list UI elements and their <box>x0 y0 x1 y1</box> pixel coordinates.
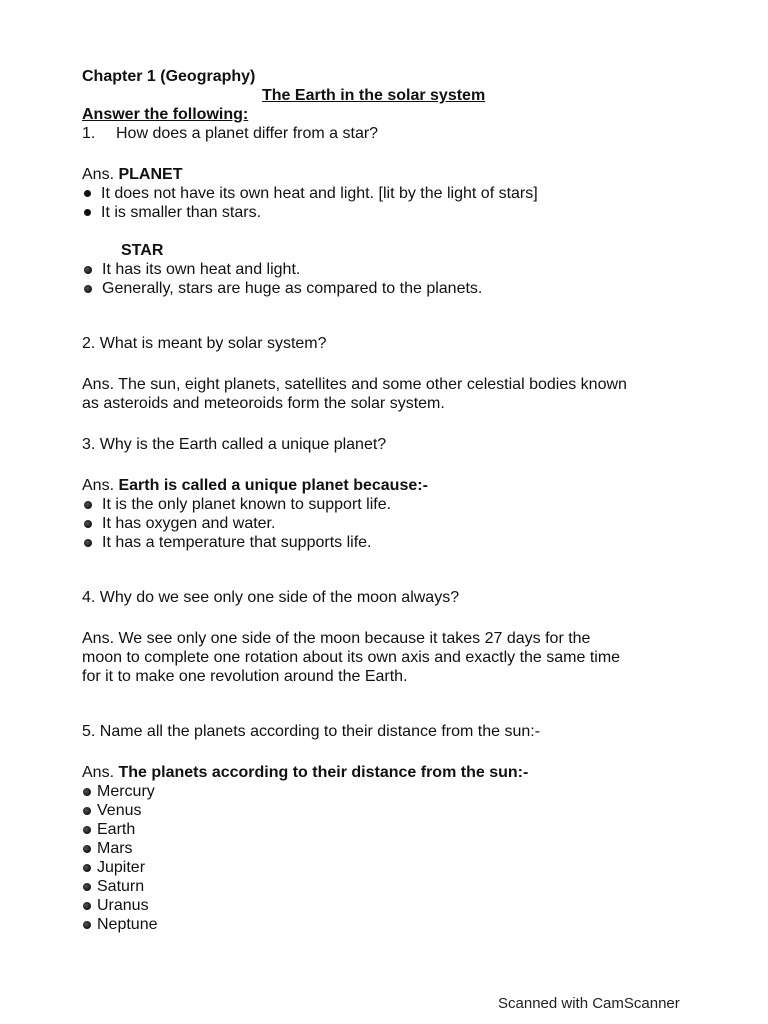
list-item-text: It does not have its own heat and light. [lit by the light of stars] <box>101 185 538 202</box>
list-item-text: Mercury <box>97 783 155 800</box>
scanner-watermark: Scanned with CamScanner <box>498 995 680 1012</box>
list-item <box>82 801 702 820</box>
list-item <box>82 279 702 298</box>
bullet-icon <box>83 788 91 796</box>
instruction-heading: Answer the following: <box>82 106 249 123</box>
answer-1-planet-heading <box>82 165 702 184</box>
bullet-icon <box>83 826 91 834</box>
list-item <box>82 184 702 203</box>
list-item-text: Mars <box>97 840 133 857</box>
answer-heading: The planets according to their distance from the sun:- <box>118 764 529 781</box>
question-5: 5. Name all the planets according to their distance from the sun:- <box>82 723 541 740</box>
ans-prefix: Ans. <box>82 764 115 781</box>
list-item <box>82 877 702 896</box>
list-item-text: Generally, stars are huge as compared to the planets. <box>102 280 483 297</box>
bullet-icon <box>84 285 92 293</box>
list-item <box>82 839 702 858</box>
list-item-text: Venus <box>97 802 142 819</box>
bullet-icon <box>83 845 91 853</box>
list-item <box>82 820 702 839</box>
list-item-text: Neptune <box>97 916 158 933</box>
answer-2-line-1: Ans. The sun, eight planets, satellites and some other celestial bodies known <box>82 376 627 393</box>
bullet-icon <box>84 520 92 528</box>
bullet-icon <box>83 921 91 929</box>
chapter-heading: Chapter 1 (Geography) <box>82 68 256 85</box>
list-item <box>82 514 702 533</box>
list-item-text: Earth <box>97 821 136 838</box>
bullet-icon <box>84 209 91 216</box>
list-item <box>82 782 702 801</box>
answer-2-line-2: as asteroids and meteoroids form the solar system. <box>82 395 445 412</box>
document-page <box>82 67 702 934</box>
bullet-icon <box>83 864 91 872</box>
list-item <box>82 203 702 222</box>
list-item <box>82 858 702 877</box>
star-heading: STAR <box>121 242 164 259</box>
answer-3-heading <box>82 476 702 495</box>
list-item-text: Uranus <box>97 897 149 914</box>
question-4: 4. Why do we see only one side of the moon always? <box>82 589 460 606</box>
list-item-text: It has a temperature that supports life. <box>102 534 372 551</box>
bullet-icon <box>84 266 92 274</box>
bullet-icon <box>84 190 91 197</box>
list-item-text: It has oxygen and water. <box>102 515 276 532</box>
question-2: 2. What is meant by solar system? <box>82 335 327 352</box>
list-item <box>82 896 702 915</box>
list-item <box>82 495 702 514</box>
planet-heading: PLANET <box>118 166 183 183</box>
list-item-text: Jupiter <box>97 859 146 876</box>
bullet-icon <box>84 539 92 547</box>
answer-4-line-3: for it to make one revolution around the Earth. <box>82 668 408 685</box>
bullet-icon <box>84 501 92 509</box>
answer-5-heading <box>82 763 702 782</box>
question-number: 1. <box>82 125 96 142</box>
question-text: How does a planet differ from a star? <box>116 125 379 142</box>
list-item-text: It is the only planet known to support life. <box>102 496 392 513</box>
list-item <box>82 915 702 934</box>
answer-4-line-2: moon to complete one rotation about its own axis and exactly the same time <box>82 649 621 666</box>
list-item-text: Saturn <box>97 878 145 895</box>
page-title: The Earth in the solar system <box>262 87 486 104</box>
answer-4-line-1: Ans. We see only one side of the moon because it takes 27 days for the <box>82 630 591 647</box>
bullet-icon <box>83 902 91 910</box>
ans-prefix: Ans. <box>82 166 115 183</box>
question-3: 3. Why is the Earth called a unique planet? <box>82 436 387 453</box>
ans-prefix: Ans. <box>82 477 115 494</box>
list-item <box>82 260 702 279</box>
list-item-text: It has its own heat and light. <box>102 261 301 278</box>
list-item <box>82 533 702 552</box>
list-item-text: It is smaller than stars. <box>101 204 262 221</box>
answer-heading: Earth is called a unique planet because:- <box>118 477 428 494</box>
question-1 <box>82 124 702 143</box>
bullet-icon <box>83 883 91 891</box>
bullet-icon <box>83 807 91 815</box>
